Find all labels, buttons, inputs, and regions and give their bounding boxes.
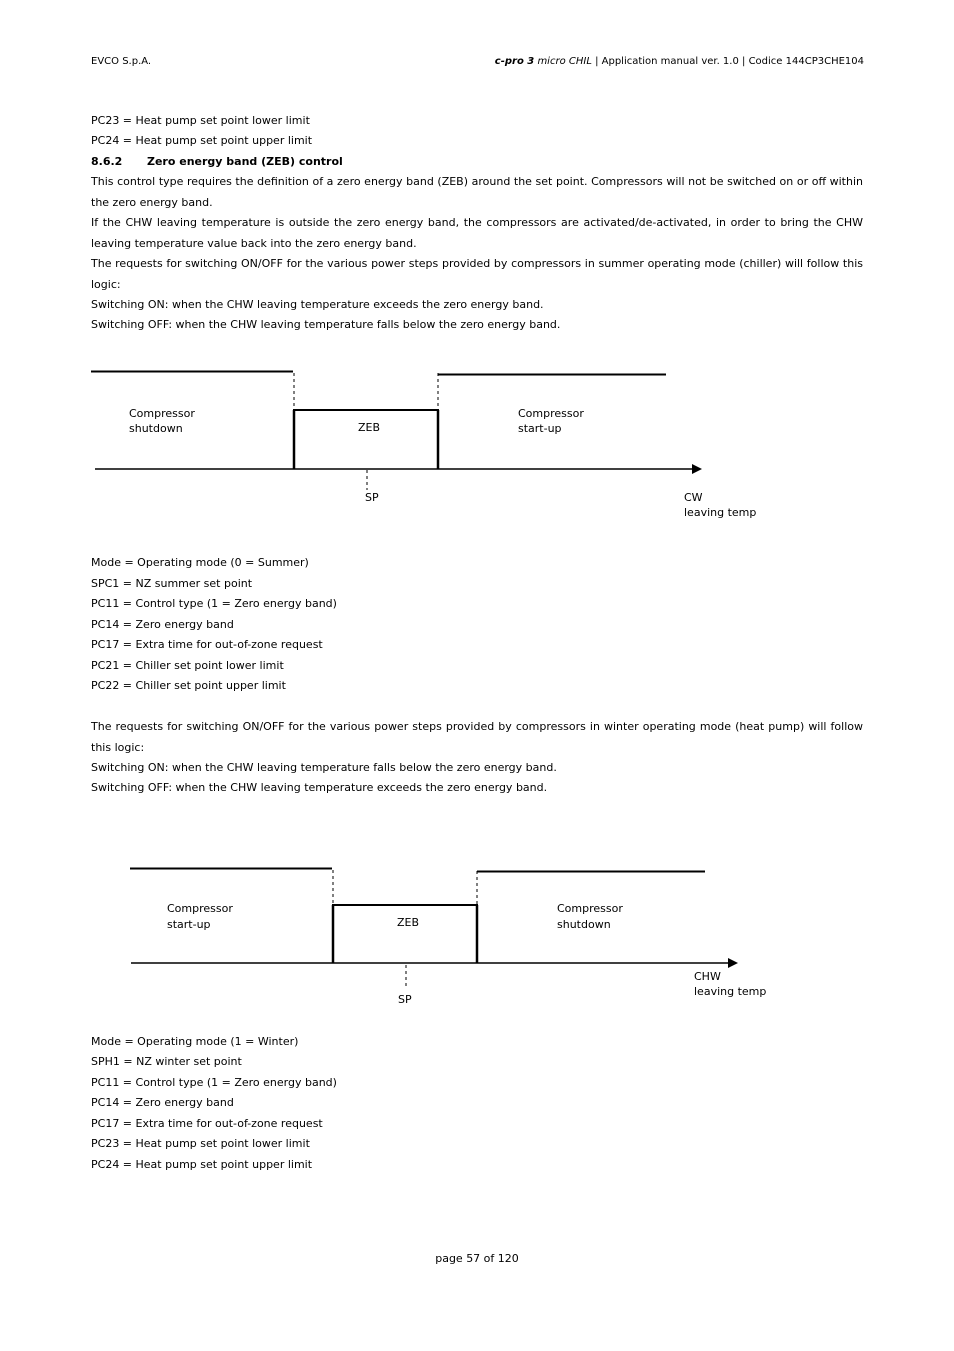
paragraph-summer-logic: The requests for switching ON/OFF for the various power steps provided by compressors in summer operating mode (chiller) will follow this logic: [91, 257, 863, 291]
summer-param: PC22 = Chiller set point upper limit [91, 679, 286, 692]
summer-band-label: ZEB [358, 421, 381, 434]
header-product-italic: micro CHIL [534, 56, 592, 67]
header-product-bold: c-pro 3 [494, 56, 535, 67]
summer-switch-off: Switching OFF: when the CHW leaving temperature falls below the zero energy band. [91, 318, 561, 331]
summer-sp-label: SP [365, 491, 379, 504]
page-number: page 57 of 120 [435, 1252, 519, 1265]
summer-param: PC21 = Chiller set point lower limit [91, 659, 284, 672]
summer-left-label-1: Compressor [129, 407, 195, 420]
paragraph-winter-logic: The requests for switching ON/OFF for the various power steps provided by compressors in winter operating mode (heat pump) will follow this logic: [91, 720, 863, 754]
section-title: Zero energy band (ZEB) control [147, 155, 343, 168]
summer-param: SPC1 = NZ summer set point [91, 577, 253, 590]
winter-sp-label: SP [398, 993, 412, 1006]
summer-param: PC17 = Extra time for out-of-zone request [91, 638, 323, 651]
winter-param: Mode = Operating mode (1 = Winter) [91, 1035, 299, 1048]
summer-switch-on: Switching ON: when the CHW leaving temperature exceeds the zero energy band. [91, 298, 544, 311]
winter-param: PC17 = Extra time for out-of-zone request [91, 1117, 323, 1130]
paragraph-zeb-definition: This control type requires the definition of a zero energy band (ZEB) around the set point. Compressors will not be switched on or off within the zero energy band. [91, 175, 863, 209]
winter-axis-label-1: CHW [694, 970, 721, 983]
summer-zeb-diagram [0, 355, 954, 555]
header-company: EVCO S.p.A. [91, 56, 152, 67]
summer-right-label-2: start-up [518, 422, 562, 435]
paragraph-zeb-outside: If the CHW leaving temperature is outside the zero energy band, the compressors are activated/de-activated, in order to bring the CHW leaving temperature value back into the zero energy band. [91, 216, 863, 250]
summer-param: Mode = Operating mode (0 = Summer) [91, 556, 309, 569]
winter-axis-label-2: leaving temp [694, 985, 767, 998]
winter-left-label-1: Compressor [167, 902, 233, 915]
intro-line: PC23 = Heat pump set point lower limit [91, 114, 310, 127]
winter-axis-arrow [728, 958, 738, 968]
winter-param: PC11 = Control type (1 = Zero energy band) [91, 1076, 337, 1089]
winter-param: SPH1 = NZ winter set point [91, 1055, 242, 1068]
winter-zeb-diagram [0, 850, 954, 1050]
winter-param: PC23 = Heat pump set point lower limit [91, 1137, 310, 1150]
intro-line: PC24 = Heat pump set point upper limit [91, 134, 313, 147]
summer-axis-label-1: CW [684, 491, 703, 504]
summer-right-label-1: Compressor [518, 407, 584, 420]
winter-switch-on: Switching ON: when the CHW leaving temperature falls below the zero energy band. [91, 761, 557, 774]
winter-param: PC24 = Heat pump set point upper limit [91, 1158, 313, 1171]
header-manual-info [495, 56, 864, 67]
section-heading [91, 155, 343, 168]
winter-switch-off: Switching OFF: when the CHW leaving temperature exceeds the zero energy band. [91, 781, 548, 794]
winter-left-label-2: start-up [167, 918, 211, 931]
summer-left-label-2: shutdown [129, 422, 183, 435]
winter-band-label: ZEB [397, 916, 420, 929]
winter-right-label-2: shutdown [557, 918, 611, 931]
summer-param: PC14 = Zero energy band [91, 618, 234, 631]
summer-param: PC11 = Control type (1 = Zero energy band) [91, 597, 337, 610]
section-number: 8.6.2 [91, 155, 123, 168]
winter-right-label-1: Compressor [557, 902, 623, 915]
summer-axis-label-2: leaving temp [684, 506, 757, 519]
winter-param: PC14 = Zero energy band [91, 1096, 234, 1109]
summer-axis-arrow [692, 464, 702, 474]
header-manual-details: | Application manual ver. 1.0 | Codice 144CP3CHE104 [591, 56, 864, 67]
